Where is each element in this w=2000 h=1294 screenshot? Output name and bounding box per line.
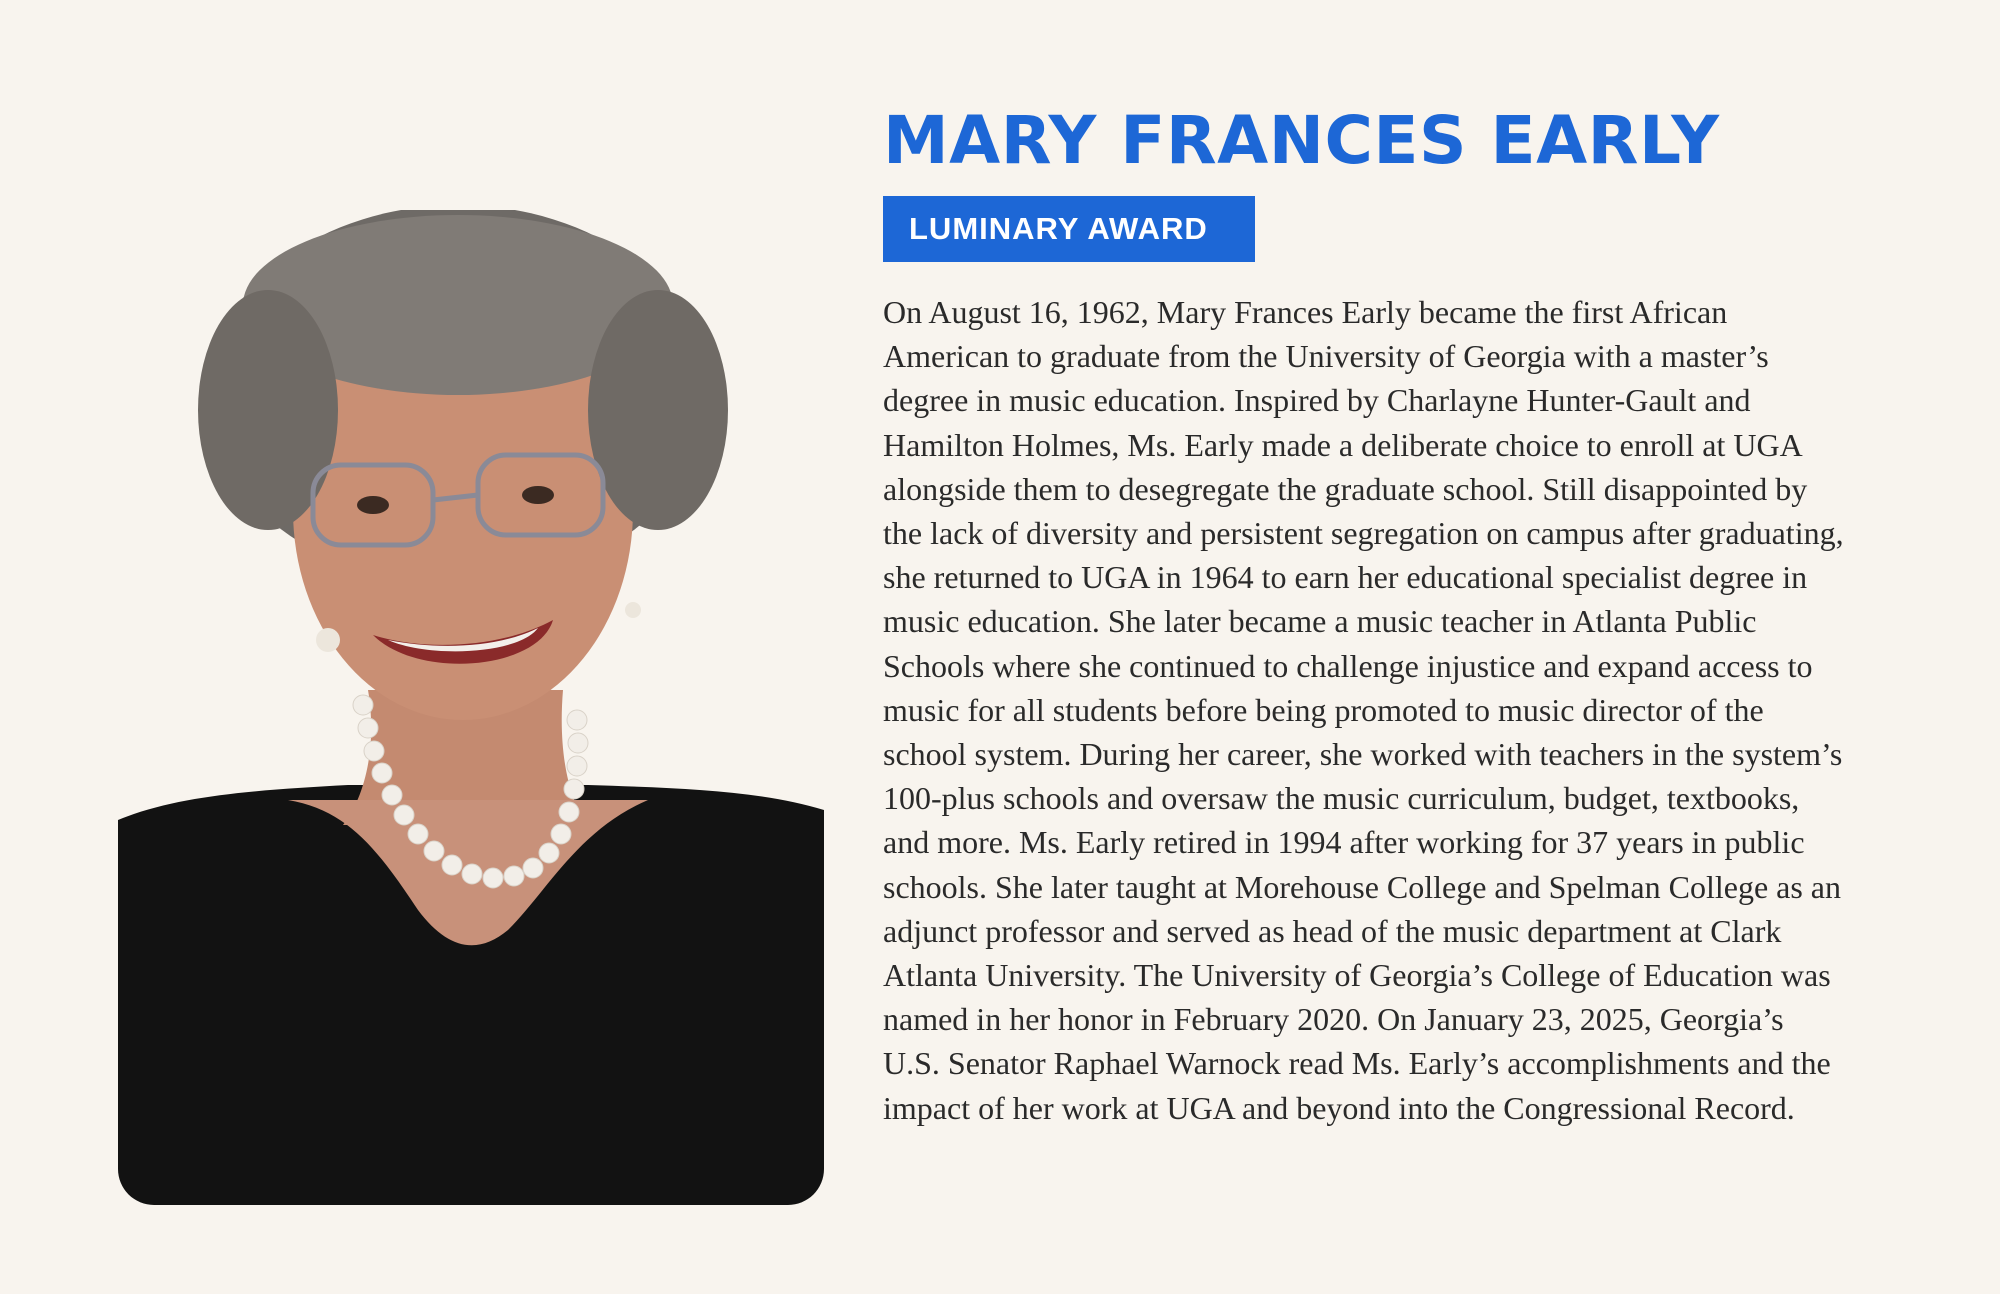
- bio-line: Schools where she continued to challenge injustice and expand access to: [883, 647, 1813, 684]
- bio-line: adjunct professor and served as head of the music department at Clark: [883, 912, 1782, 949]
- bio-line: On August 16, 1962, Mary Frances Early became the first African: [883, 294, 1728, 330]
- bio-line: schools. She later taught at Morehouse College and Spelman College as an: [883, 868, 1841, 905]
- bio-line: impact of her work at UGA and beyond into the Congressional Record.: [883, 1089, 1795, 1126]
- bio-line: music for all students before being promoted to music director of the: [883, 691, 1764, 728]
- portrait-illustration: [118, 210, 824, 1205]
- bio-line: 100-plus schools and oversaw the music curriculum, budget, textbooks,: [883, 780, 1800, 817]
- bio-line: degree in music education. Inspired by Charlayne Hunter-Gault and: [883, 382, 1751, 419]
- bio-line: she returned to UGA in 1964 to earn her educational specialist degree in: [883, 559, 1808, 596]
- bio-line: Atlanta University. The University of Georgia’s College of Education was: [883, 957, 1831, 994]
- profile-name: MARY FRANCES EARLY: [883, 102, 1720, 179]
- bio-line: U.S. Senator Raphael Warnock read Ms. Early’s accomplishments and the: [883, 1045, 1831, 1082]
- bio-line: music education. She later became a music teacher in Atlanta Public: [883, 603, 1757, 640]
- bio-line: and more. Ms. Early retired in 1994 after working for 37 years in public: [883, 824, 1805, 861]
- bio-line: named in her honor in February 2020. On January 23, 2025, Georgia’s: [883, 1001, 1784, 1038]
- portrait-photo: [118, 210, 824, 1205]
- profile-content: [883, 100, 1903, 1130]
- bio-line: the lack of diversity and persistent segregation on campus after graduating,: [883, 515, 1844, 552]
- bio-line: alongside them to desegregate the graduate school. Still disappointed by: [883, 470, 1808, 507]
- bio-text: [883, 290, 1903, 1130]
- bio-line: American to graduate from the University of Georgia with a master’s: [883, 338, 1769, 375]
- bio-line: Hamilton Holmes, Ms. Early made a deliberate choice to enroll at UGA: [883, 426, 1803, 463]
- award-badge: LUMINARY AWARD: [883, 196, 1255, 262]
- bio-line: school system. During her career, she worked with teachers in the system’s: [883, 736, 1843, 773]
